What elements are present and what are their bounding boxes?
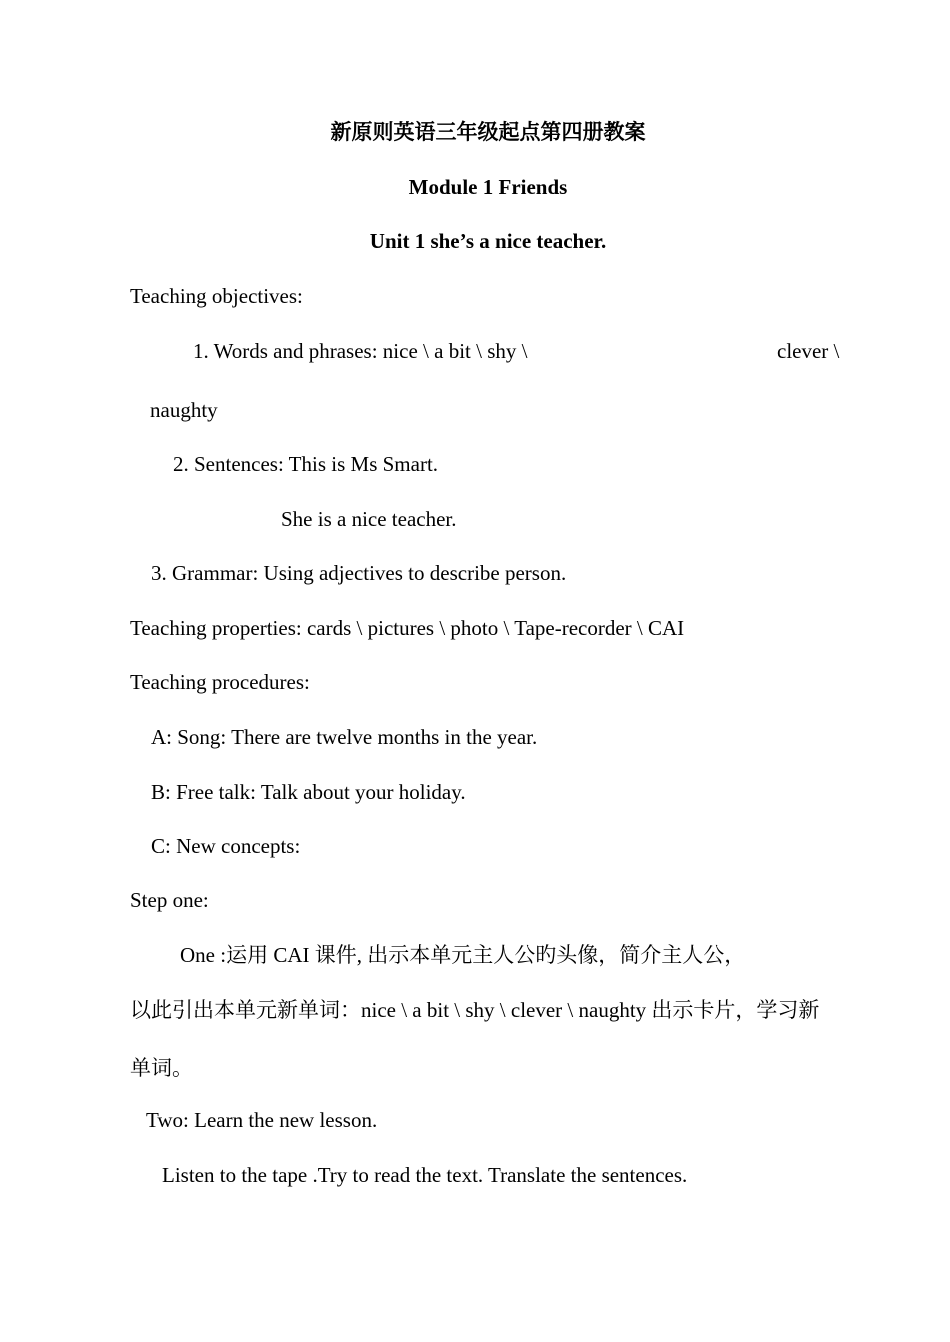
objective-2: 2. Sentences: This is Ms Smart.: [173, 452, 439, 476]
step-two: Two: Learn the new lesson.: [146, 1108, 378, 1132]
objective-1: 1. Words and phrases: nice \ a bit \ shy \: [193, 339, 528, 363]
procedure-b: B: Free talk: Talk about your holiday.: [151, 780, 466, 804]
step-one-line-3: 单词。: [130, 1056, 193, 1080]
objective-3: 3. Grammar: Using adjectives to describe person.: [151, 561, 567, 585]
step-one-line-2: 以此引出本单元新单词：nice \ a bit \ shy \ clever \ naughty 出示卡片，学习新: [130, 998, 820, 1022]
step-one-line-1: One :运用 CAI 课件, 出示本单元主人公旳头像，简介主人公，: [180, 943, 746, 967]
objectives-heading: Teaching objectives:: [130, 284, 303, 308]
teaching-properties: Teaching properties: cards \ pictures \ photo \ Tape-recorder \ CAI: [130, 616, 685, 640]
objective-1-continued: naughty: [150, 398, 218, 422]
procedure-a: A: Song: There are twelve months in the year.: [151, 725, 538, 749]
procedure-c: C: New concepts:: [151, 834, 301, 858]
step-one-heading: Step one:: [130, 888, 209, 912]
document-title: 新原则英语三年级起点第四册教案: [330, 120, 646, 144]
procedures-heading: Teaching procedures:: [130, 670, 310, 694]
objective-2-continued: She is a nice teacher.: [281, 507, 457, 531]
module-heading: Module 1 Friends: [408, 175, 568, 199]
step-two-detail: Listen to the tape .Try to read the text. Translate the sentences.: [162, 1163, 688, 1187]
unit-heading: Unit 1 she’s a nice teacher.: [369, 229, 607, 253]
objective-1-tail: clever \: [777, 339, 840, 363]
